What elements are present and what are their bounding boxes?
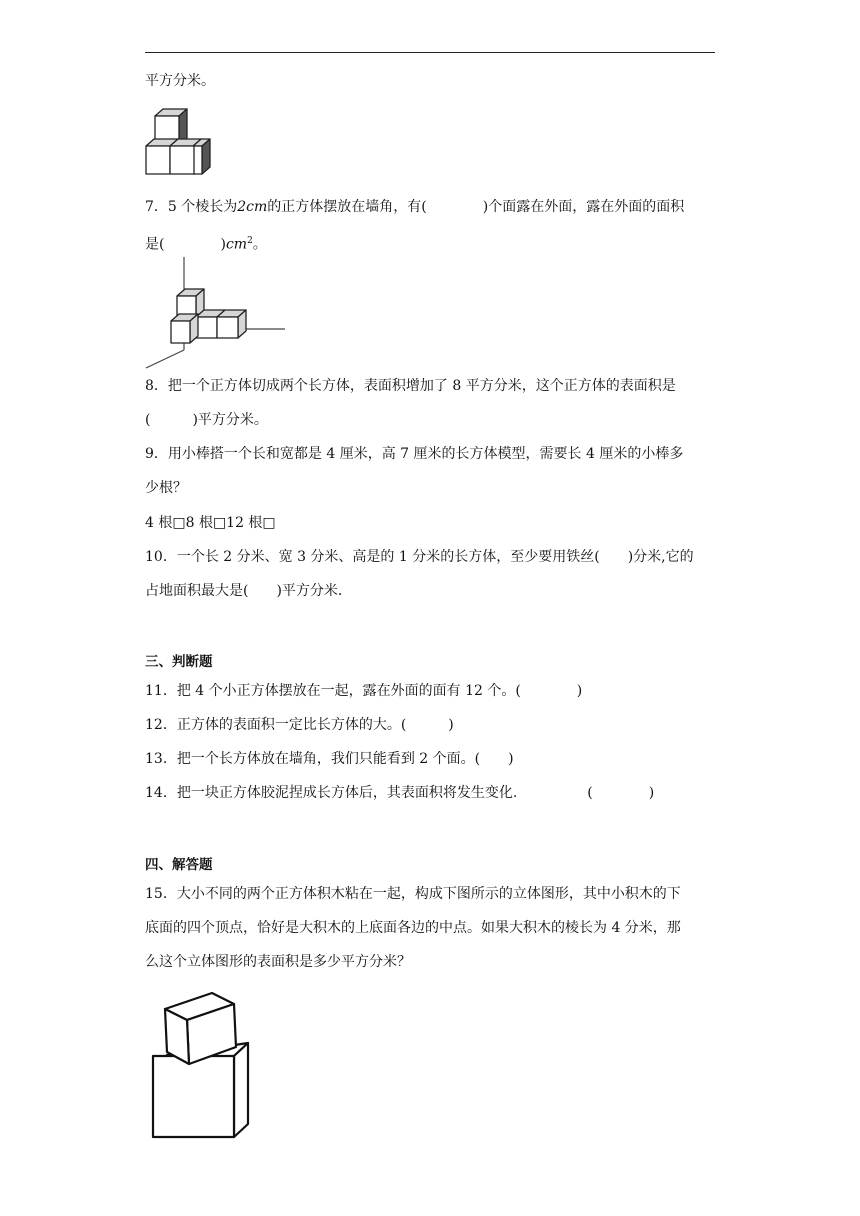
q10-line2: 占地面积最大是( )平方分米． xyxy=(145,583,352,599)
q15-line3: 么这个立体图形的表面积是多少平方分米？ xyxy=(145,954,411,970)
q13: 13．把一个长方体放在墙角，我们只能看到 2 个面。( ) xyxy=(145,751,514,767)
corner-cubes-figure xyxy=(140,255,290,373)
q9-line2: 少根？ xyxy=(145,480,187,496)
q12: 12．正方体的表面积一定比长方体的大。( ) xyxy=(145,717,454,733)
section-judgement-title: 三、判断题 xyxy=(145,654,213,670)
q8-line2: ( )平方分米。 xyxy=(145,412,268,428)
q14: 14．把一块正方体胶泥捏成长方体后，其表面积将发生变化. ( ) xyxy=(145,785,655,801)
q7-text-pre: 7．5 个棱长为 xyxy=(145,199,238,215)
q7-blank: 是( ) xyxy=(145,236,226,253)
q7-line1 xyxy=(145,197,684,217)
q8-line1: 8．把一个正方体切成两个长方体，表面积增加了 8 平方分米，这个正方体的表面积是 xyxy=(145,378,676,394)
q7-unit-exp: 2 xyxy=(247,236,253,246)
q7-unit: cm xyxy=(225,236,248,253)
q9-options: 4 根□8 根□12 根□ xyxy=(145,515,276,531)
q7-var: 2cm xyxy=(237,199,268,215)
q15-line2: 底面的四个顶点，恰好是大积木的上底面各边的中点。如果大积木的棱长为 4 分米，那 xyxy=(145,920,681,936)
cube-stack-figure xyxy=(140,106,220,178)
q7-line2 xyxy=(145,231,267,255)
q7-text-post: 的正方体摆放在墙角，有( )个面露在外面，露在外面的面积 xyxy=(267,199,685,215)
header-rule xyxy=(145,52,715,53)
q7-end: 。 xyxy=(252,236,267,253)
two-cubes-figure xyxy=(140,988,260,1140)
q10-line1: 10．一个长 2 分米、宽 3 分米、高是的 1 分米的长方体，至少要用铁丝( )分米,它的 xyxy=(145,549,694,565)
q11: 11．把 4 个小正方体摆放在一起，露在外面的面有 12 个。( ) xyxy=(145,683,583,699)
q6-tail: 平方分米。 xyxy=(145,73,215,89)
q9-line1: 9．用小棒搭一个长和宽都是 4 厘米，高 7 厘米的长方体模型，需要长 4 厘米的小棒多 xyxy=(145,446,684,462)
q15-line1: 15．大小不同的两个正方体积木粘在一起，构成下图所示的立体图形，其中小积木的下 xyxy=(145,886,681,902)
section-answer-title: 四、解答题 xyxy=(145,857,213,873)
